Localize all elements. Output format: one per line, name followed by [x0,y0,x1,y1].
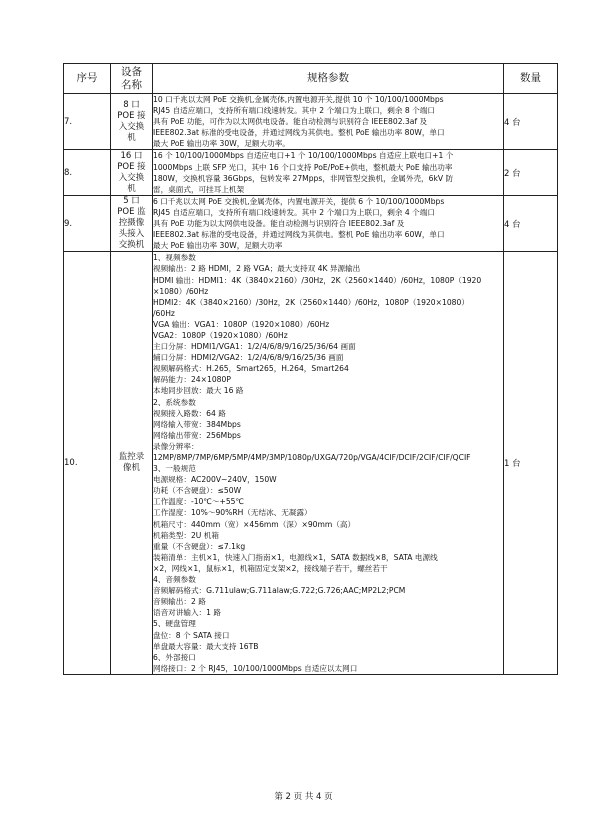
spec-line: ×1080）/60Hz [153,286,209,296]
spec-line: 音频解码格式：G.711ulaw;G.711alaw;G.722;G.726;AAC;MP2L2;PCM [153,586,406,596]
spec-line: 具有 PoE 功能为以太网供电设备。能自动检测与识别符合 IEEE802.3af 及 [153,219,405,229]
spec-line: 辅口分屏：HDMI2/VGA2：1/2/4/6/8/9/16/25/36 画面 [153,353,344,363]
device-name: 5 口 POE 监 控摄像 头接入 交换机 [111,195,153,251]
spec-line: 具有 PoE 功能，可作为以太网供电设备。能自动检测与识别符合 IEEE802.3af 及 [153,117,428,127]
spec-line: 视频解码格式：H.265，Smart265，H.264，Smart264 [153,364,349,374]
spec-line: 电源规格：AC200V~240V，150W [153,475,277,485]
spec-line: /60Hz [153,308,175,318]
spec-line: 视频输出：2 路 HDMI，2 路 VGA；最大支持双 4K 异源输出 [153,264,361,274]
spec-line: 语音对讲输入：1 路 [153,608,221,618]
spec-line: 2、系统参数 [153,397,196,407]
spec-line: 网络输出带宽：256Mbps [153,430,241,440]
spec-line: 12MP/8MP/7MP/6MP/5MP/4MP/3MP/1080p/UXGA/720p/VGA/4CIF/DCIF/2CIF/CIF/QCIF [153,453,471,462]
spec-line: ×2，网线×1，鼠标×1，机箱固定支架×2，接线端子若干，螺丝若干 [153,563,388,573]
spec-line: 单盘最大容量：最大支持 16TB [153,641,259,651]
spec-line: 最大 PoE 输出功率 30W，足额大功率 [153,241,283,251]
spec-line: HDMI 输出：HDMI1：4K（3840×2160）/30Hz，2K（2560×1440）/60Hz，1080P（1920 [153,275,482,285]
spec-line: 180W，交换机容量 36Gbps，包转发率 27Mpps，非网管型交换机，金属外壳，6kV 防 [153,173,454,183]
spec-line: 6、外部接口 [153,652,196,662]
quantity: 4 台 [504,94,558,150]
spec-line: 主口分屏：HDMI1/VGA1：1/2/4/6/8/9/16/25/36/64 画面 [153,342,356,352]
spec-table [63,63,558,675]
device-name: 8 口 POE 接 入交换 机 [111,94,153,150]
spec-line: IEEE802.3at 标准的受电设备，并通过网线为其供电。整机 PoE 输出功率 60W，单口 [153,230,445,240]
spec-line: 3、一般规范 [153,464,196,474]
spec-line: 工作湿度：10%～90%RH（无结冰、无凝露） [153,508,312,518]
table-row [64,195,558,251]
spec-text [153,252,504,675]
spec-line: 本地同步回放：最大 16 路 [153,386,244,396]
spec-line: 16 个 10/100/1000Mbps 自适应电口+1 个 10/100/1000Mbps 自适应上联电口+1 个 [153,151,454,161]
device-name: 16 口 POE 接 入交换 机 [111,150,153,195]
table-row [64,94,558,150]
spec-line: 录像分辨率： [153,441,199,451]
spec-line: 视频接入路数：64 路 [153,408,226,418]
row-number: 9. [64,195,111,251]
spec-line: 1、视频参数 [153,253,196,263]
device-name: 监控录 像机 [111,252,153,675]
row-number: 10. [64,252,111,675]
spec-line: 雷，桌面式，可挂耳上机架 [153,184,245,194]
header-qty: 数量 [504,64,558,94]
spec-line: 10 口千兆以太网 PoE 交换机,金属壳体,内置电源开关,提供 10 个 10/100/1000Mbps [153,95,444,104]
spec-line: HDMI2：4K（3840×2160）/30Hz，2K（2560×1440）/60Hz，1080P（1920×1080） [153,297,469,307]
spec-line: 4、音频参数 [153,575,196,585]
spec-line: 最大 PoE 输出功率 30W，足额大功率。 [153,139,290,149]
spec-text [153,94,504,150]
spec-line: 功耗（不含硬盘）：≤50W [153,486,242,496]
spec-line: 工作温度：-10℃～+55℃ [153,497,245,507]
spec-line: RJ45 自适应端口，支持所有端口线速转发。其中 2 个端口为上联口，剩余 4 个端口 [153,207,435,217]
spec-line: 网络输入带宽：384Mbps [153,419,241,429]
table-row [64,150,558,195]
header-no: 序号 [64,64,111,94]
header-name: 设备 名称 [111,64,153,94]
header-spec: 规格参数 [153,64,504,94]
spec-line: 机箱尺寸：440mm（宽）×456mm（深）×90mm（高） [153,519,356,529]
quantity: 4 台 [504,195,558,251]
spec-line: VGA2：1080P（1920×1080）/60Hz [153,330,288,340]
table-row [64,252,558,675]
row-number: 8. [64,150,111,195]
spec-text [153,195,504,251]
spec-line: 机箱类型：2U 机箱 [153,530,219,540]
spec-line: 音频输出：2 路 [153,597,206,607]
spec-line: 盘位：8 个 SATA 接口 [153,630,230,640]
spec-line: 装箱清单：主机×1，快速入门指南×1，电源线×1，SATA 数据线×8，SATA 电源线 [153,552,438,562]
spec-line: IEEE802.3at 标准的受电设备，并通过网线为其供电。整机 PoE 输出功率 80W，单口 [153,128,445,138]
spec-line: 重量（不含硬盘）：≤7.1kg [153,541,246,551]
table-header-row [64,64,558,94]
spec-line: 5、硬盘管理 [153,619,196,629]
quantity: 2 台 [504,150,558,195]
spec-line: VGA 输出：VGA1：1080P（1920×1080）/60Hz [153,319,330,329]
row-number: 7. [64,94,111,150]
spec-line: 1000Mbps 上联 SFP 光口，其中 16 个口支持 PoE/PoE+供电，整机最大 PoE 输出功率 [153,162,453,172]
spec-text [153,150,504,195]
page-number: 第 2 页 共 4 页 [274,792,333,802]
quantity: 1 台 [504,252,558,675]
spec-line: 6 口千兆以太网 PoE 交换机,金属壳体，内置电源开关，提供 6 个 10/100/1000Mbps [153,196,445,206]
spec-line: 解码能力：24×1080P [153,375,231,385]
spec-line: 网络接口：2 个 RJ45，10/100/1000Mbps 自适应以太网口 [153,663,358,673]
spec-line: RJ45 自适应端口，支持所有端口线速转发。其中 2 个端口为上联口，剩余 8 个端口 [153,106,435,116]
